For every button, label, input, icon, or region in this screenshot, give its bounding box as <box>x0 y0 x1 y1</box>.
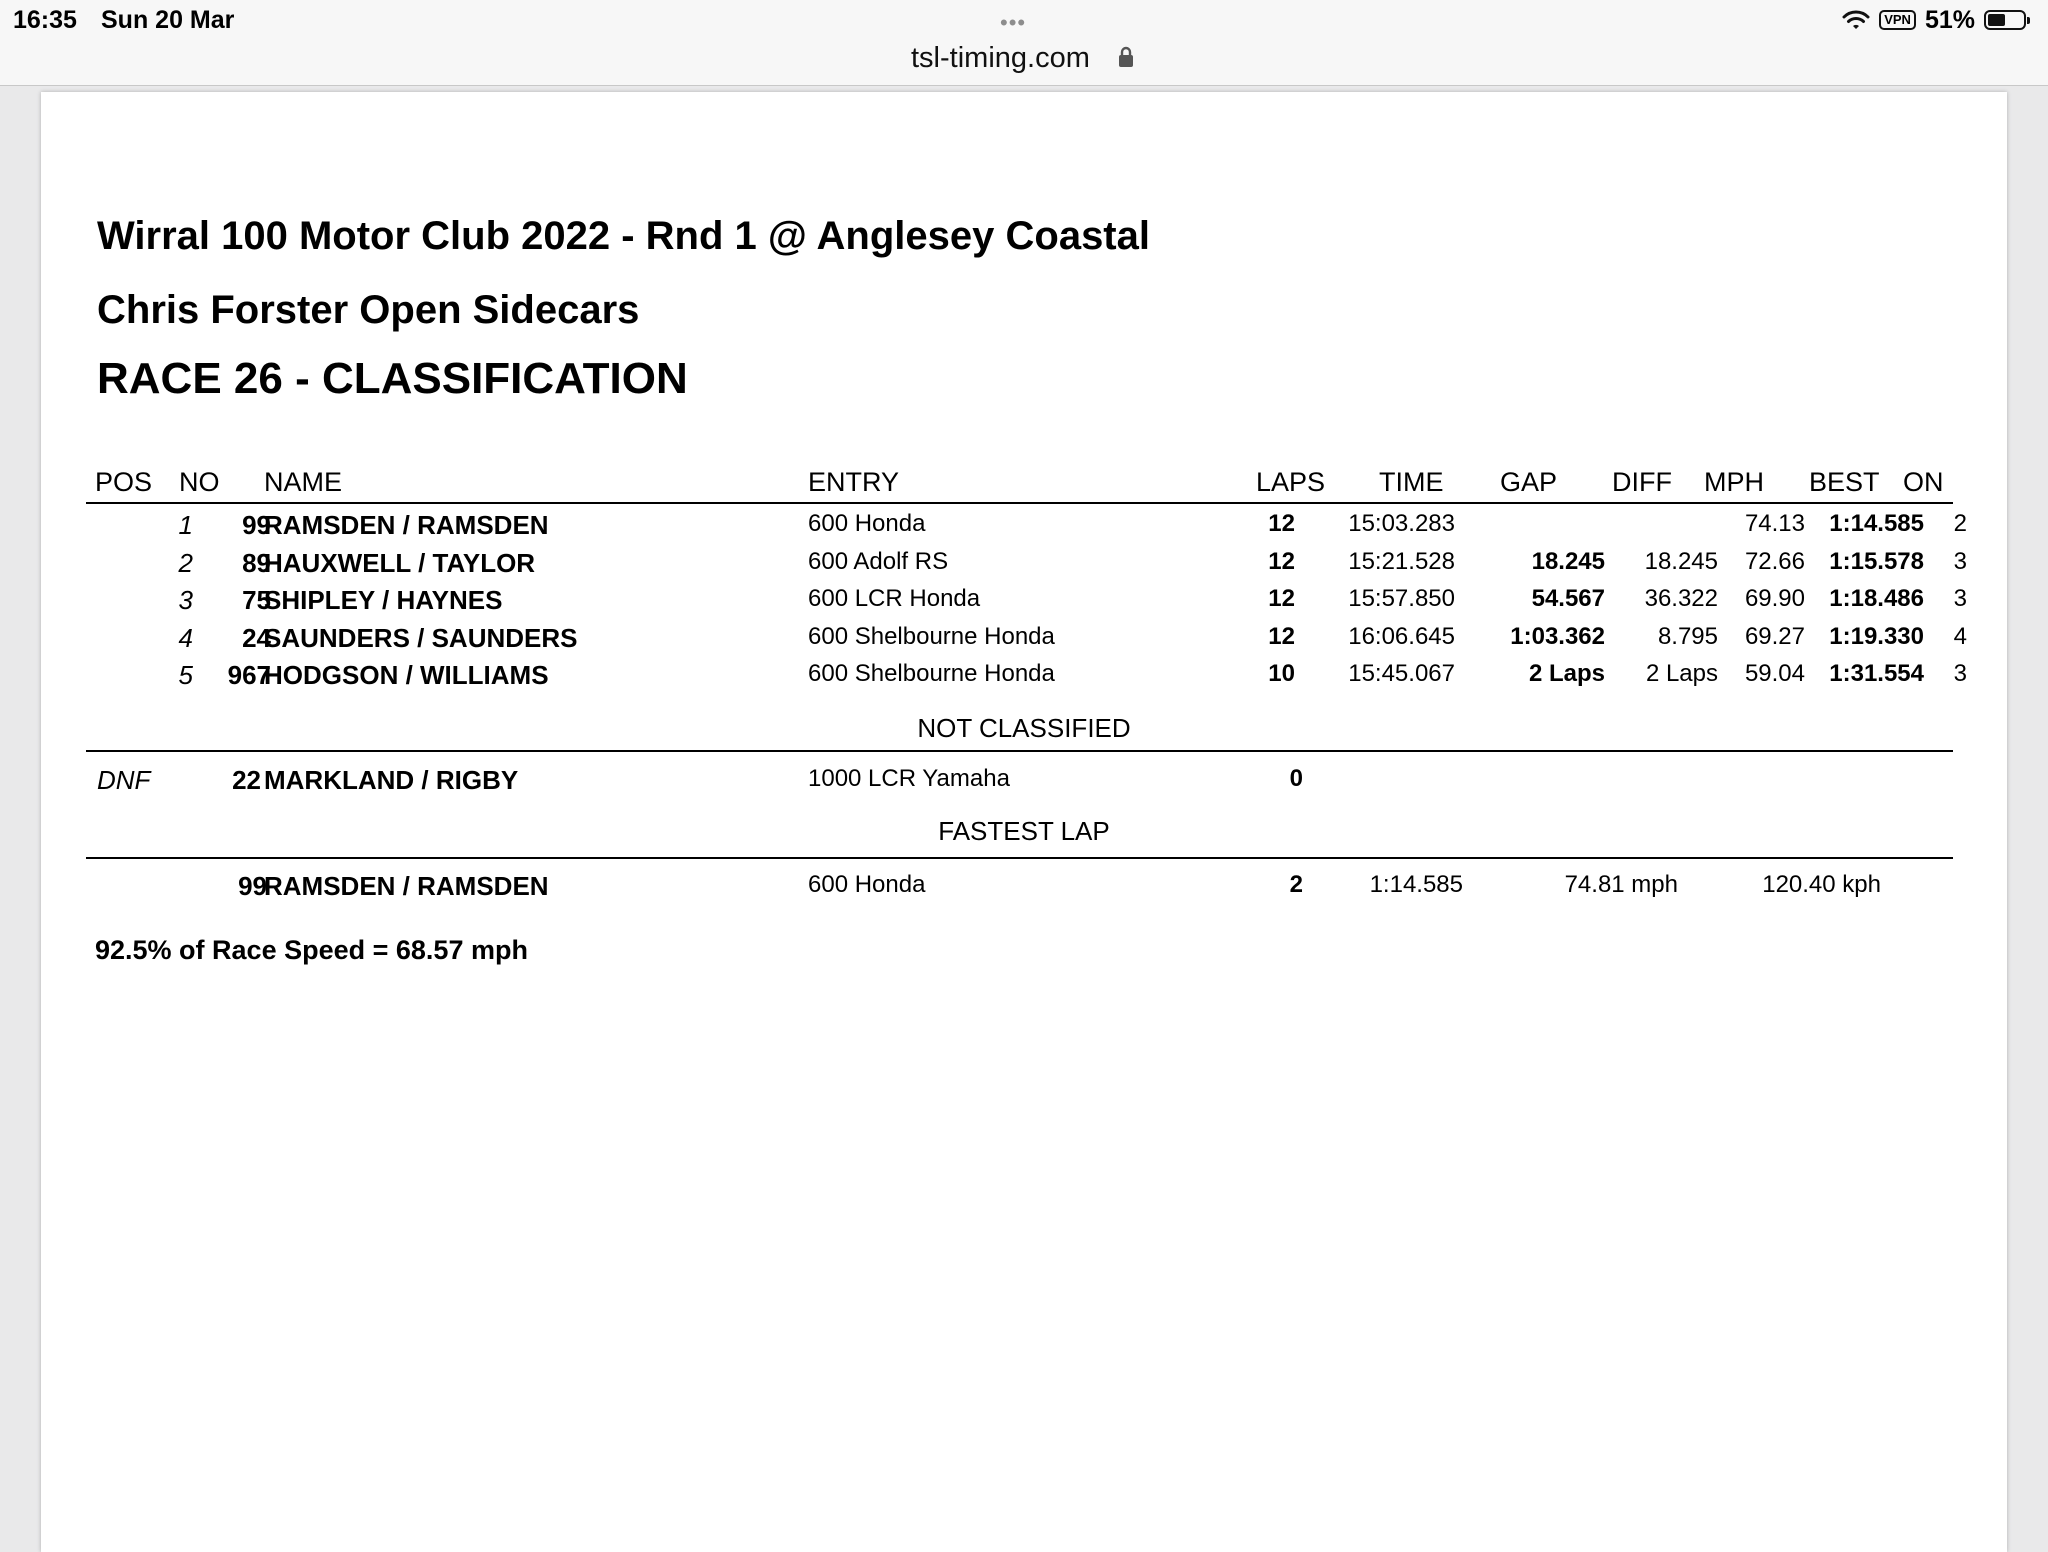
cell-mph: 74.13 <box>1744 510 1805 537</box>
cell-gap: 1:03.362 <box>1510 623 1605 650</box>
cell-diff: 36.322 <box>1644 585 1718 612</box>
cell-on: 3 <box>1953 660 1967 687</box>
header-on: ON <box>1903 467 1944 497</box>
table-row <box>41 660 2007 696</box>
cell-on: 3 <box>1953 548 1967 575</box>
cell-best: 1:14.585 <box>1829 510 1924 537</box>
header-mph: MPH <box>1704 467 1764 497</box>
header-time: TIME <box>1379 467 1444 497</box>
address-bar-url[interactable]: tsl-timing.com <box>911 42 1090 74</box>
cell-no: 75 <box>242 585 271 615</box>
cell-name: SAUNDERS / SAUNDERS <box>264 623 578 653</box>
cell-gap: 54.567 <box>1531 585 1605 612</box>
cell-no: 24 <box>242 623 271 653</box>
battery-percent: 51% <box>1924 5 1975 34</box>
fastest-no: 99 <box>238 871 267 901</box>
cell-mph: 59.04 <box>1744 660 1805 687</box>
header-name: NAME <box>264 467 343 497</box>
fastest-lap-rule <box>86 857 1953 859</box>
header-pos: POS <box>95 467 153 497</box>
table-header <box>41 467 2007 503</box>
cell-mph: 69.90 <box>1744 585 1805 612</box>
cell-laps: 10 <box>1268 660 1295 687</box>
cell-pos: 4 <box>178 623 193 653</box>
cell-laps: 12 <box>1268 623 1295 650</box>
cell-no: 99 <box>242 510 271 540</box>
cell-no: 89 <box>242 548 271 578</box>
status-time: 16:35 <box>13 6 77 34</box>
cell-best: 1:31.554 <box>1829 660 1924 687</box>
table-row <box>41 585 2007 621</box>
wifi-icon <box>1842 9 1870 31</box>
cell-entry: 600 Adolf RS <box>808 548 949 575</box>
cell-time: 15:03.283 <box>1348 510 1455 537</box>
cell-time: 15:45.067 <box>1348 660 1455 687</box>
cell-pos: 3 <box>178 585 193 615</box>
not-classified-rule <box>86 750 1953 752</box>
fastest-name: RAMSDEN / RAMSDEN <box>264 871 549 901</box>
race-title: RACE 26 - CLASSIFICATION <box>97 354 688 403</box>
header-gap: GAP <box>1500 467 1558 497</box>
cell-time: 15:21.528 <box>1348 548 1455 575</box>
cell-mph: 72.66 <box>1744 548 1805 575</box>
cell-laps: 12 <box>1268 548 1295 575</box>
cell-pos: 5 <box>178 660 193 690</box>
vpn-badge: VPN <box>1879 10 1916 30</box>
cell-mph: 69.27 <box>1744 623 1805 650</box>
fastest-lap-number: 2 <box>1289 871 1303 898</box>
cell-pos: 1 <box>178 510 193 540</box>
fastest-lap-heading: FASTEST LAP <box>938 816 1110 846</box>
cell-pos: 2 <box>178 548 193 578</box>
cell-name: RAMSDEN / RAMSDEN <box>264 510 549 540</box>
not-classified-heading: NOT CLASSIFIED <box>917 713 1131 743</box>
battery-icon <box>1984 10 2026 30</box>
header-entry: ENTRY <box>808 467 900 497</box>
table-row <box>41 510 2007 546</box>
cell-best: 1:18.486 <box>1829 585 1924 612</box>
fastest-kph: 120.40 kph <box>1762 871 1881 898</box>
cell-gap: 18.245 <box>1531 548 1605 575</box>
table-row <box>41 548 2007 584</box>
cell-time: 15:57.850 <box>1348 585 1455 612</box>
dnf-laps: 0 <box>1289 765 1303 792</box>
cell-entry: 600 Honda <box>808 510 926 537</box>
table-row <box>41 765 2007 801</box>
table-row <box>41 623 2007 659</box>
header-diff: DIFF <box>1612 467 1672 497</box>
dnf-pos: DNF <box>97 765 151 795</box>
status-date: Sun 20 Mar <box>101 6 235 34</box>
cell-diff: 8.795 <box>1657 623 1718 650</box>
browser-top-bar <box>0 0 2048 86</box>
battery-level <box>1988 14 2005 26</box>
class-title: Chris Forster Open Sidecars <box>97 288 640 332</box>
multitasking-dots-icon[interactable]: ••• <box>1000 10 1027 35</box>
cell-diff: 18.245 <box>1644 548 1718 575</box>
cell-laps: 12 <box>1268 510 1295 537</box>
cell-diff: 2 Laps <box>1645 660 1718 687</box>
fastest-mph: 74.81 mph <box>1564 871 1678 898</box>
header-rule <box>86 502 1953 504</box>
fastest-entry: 600 Honda <box>808 871 926 898</box>
cell-no: 967 <box>227 660 271 690</box>
header-laps: LAPS <box>1256 467 1326 497</box>
cell-name: SHIPLEY / HAYNES <box>264 585 503 615</box>
dnf-entry: 1000 LCR Yamaha <box>808 765 1010 792</box>
lock-icon <box>1118 46 1134 68</box>
results-document <box>41 92 2007 1552</box>
cell-best: 1:15.578 <box>1829 548 1924 575</box>
cell-name: HODGSON / WILLIAMS <box>264 660 549 690</box>
cell-time: 16:06.645 <box>1348 623 1455 650</box>
header-no: NO <box>179 467 220 497</box>
dnf-name: MARKLAND / RIGBY <box>264 765 519 795</box>
cell-entry: 600 Shelbourne Honda <box>808 623 1055 650</box>
cell-on: 4 <box>1953 623 1967 650</box>
cell-laps: 12 <box>1268 585 1295 612</box>
system-status-icons <box>1842 6 2026 34</box>
cell-gap: 2 Laps <box>1528 660 1605 687</box>
race-speed-note: 92.5% of Race Speed = 68.57 mph <box>95 935 528 965</box>
fastest-lap-row <box>41 871 2007 907</box>
cell-entry: 600 Shelbourne Honda <box>808 660 1055 687</box>
cell-on: 2 <box>1953 510 1967 537</box>
fastest-time: 1:14.585 <box>1369 871 1463 898</box>
cell-on: 3 <box>1953 585 1967 612</box>
header-best: BEST <box>1809 467 1880 497</box>
cell-name: HAUXWELL / TAYLOR <box>264 548 536 578</box>
dnf-no: 22 <box>232 765 261 795</box>
cell-entry: 600 LCR Honda <box>808 585 981 612</box>
cell-best: 1:19.330 <box>1829 623 1924 650</box>
event-title: Wirral 100 Motor Club 2022 - Rnd 1 @ Anglesey Coastal <box>97 214 1150 258</box>
